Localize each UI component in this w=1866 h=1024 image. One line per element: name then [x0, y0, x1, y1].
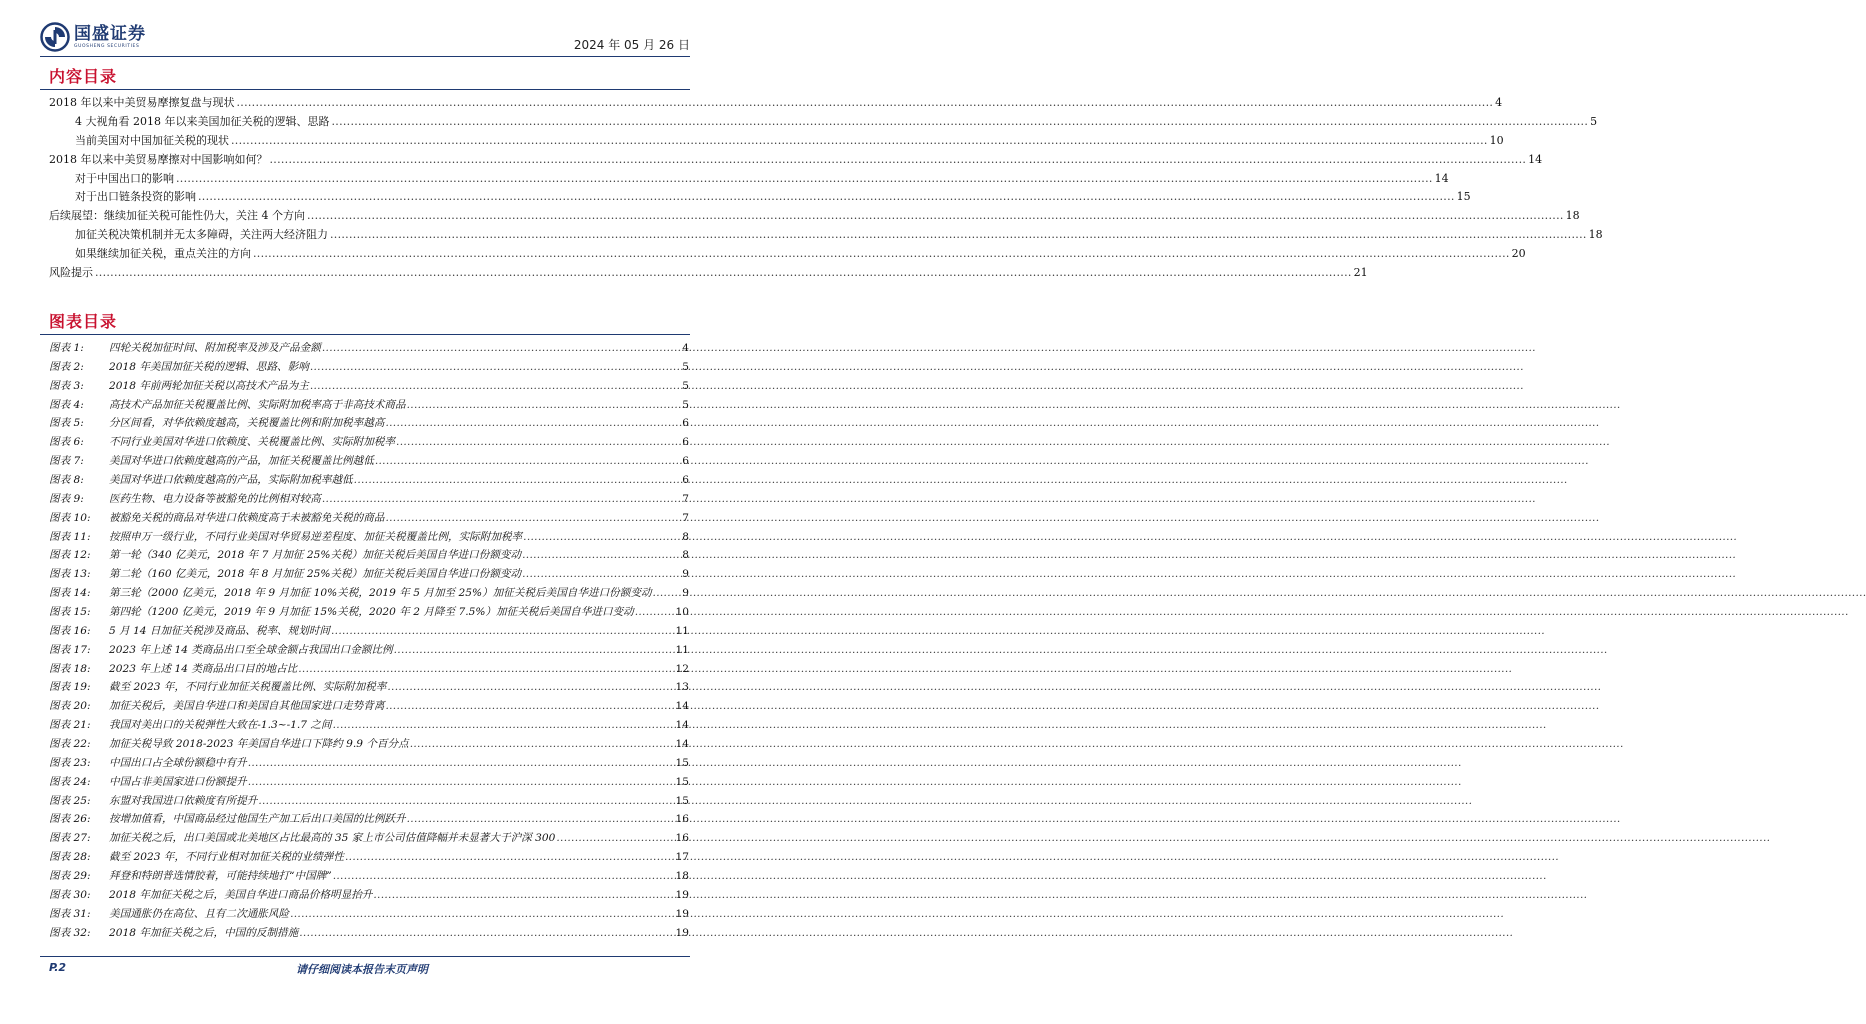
figure-entry[interactable]: 图表 7: 美国对华进口依赖度越高的产品，加征关税覆盖比例越低 ..... 6: [49, 452, 689, 471]
toc-entry[interactable]: 加征关税决策机制并无太多障碍，关注两大经济阻力 ..... 18: [49, 226, 689, 245]
figure-entry[interactable]: 图表 29: 拜登和特朗普选情胶着，可能持续地打“中国牌” ..... 18: [49, 867, 689, 886]
figure-entry[interactable]: 图表 16: 5 月 14 日加征关税涉及商品、税率、规划时间 ..... 11: [49, 622, 689, 641]
figure-entry[interactable]: 图表 13: 第二轮（160 亿美元，2018 年 8 月加征 25%关税）加征关税后美国自华进口份额变动 ..... 9: [49, 565, 689, 584]
toc-entry[interactable]: 2018 年以来中美贸易摩擦复盘与现状 ..... 4: [49, 94, 689, 113]
figure-entry[interactable]: 图表 9: 医药生物、电力设备等被豁免的比例相对较高 ..... 7: [49, 490, 689, 509]
figure-entry[interactable]: 图表 8: 美国对华进口依赖度越高的产品，实际附加税率越低 ..... 6: [49, 471, 689, 490]
figure-entry[interactable]: 图表 31: 美国通胀仍在高位、且有二次通胀风险 ..... 19: [49, 905, 689, 924]
figure-entry[interactable]: 图表 4: 高技术产品加征关税覆盖比例、实际附加税率高于非高技术商品 ..... 5: [49, 396, 689, 415]
contents-title: 内容目录: [49, 67, 118, 86]
figure-entry[interactable]: 图表 3: 2018 年前两轮加征关税以高技术产品为主 ..... 5: [49, 377, 689, 396]
figures-title: 图表目录: [49, 312, 118, 331]
figure-entry[interactable]: 图表 10: 被豁免关税的商品对华进口依赖度高于未被豁免关税的商品 ..... 7: [49, 509, 689, 528]
toc-entry[interactable]: 4 大视角看 2018 年以来美国加征关税的逻辑、思路 ..... 5: [49, 113, 689, 132]
figure-entry[interactable]: 图表 15: 第四轮（1200 亿美元，2019 年 9 月加征 15%关税，2020 年 2 月降至 7.5%）加征关税后美国自华进口变动 ..... 10: [49, 603, 689, 622]
contents-divider: [40, 89, 690, 90]
toc-entry[interactable]: 风险提示 ..... 21: [49, 264, 689, 283]
figure-entry[interactable]: 图表 17: 2023 年上述 14 类商品出口至全球金额占我国出口金额比例 ..... 11: [49, 641, 689, 660]
logo-name: 国盛证券: [74, 23, 146, 44]
header-divider: [40, 56, 690, 57]
figure-entry[interactable]: 图表 20: 加征关税后，美国自华进口和美国自其他国家进口走势背离 ..... 14: [49, 697, 689, 716]
figure-entry[interactable]: 图表 5: 分区间看，对华依赖度越高，关税覆盖比例和附加税率越高 ..... 6: [49, 414, 689, 433]
toc-entry[interactable]: 对于中国出口的影响 ..... 14: [49, 170, 689, 189]
toc-entry[interactable]: 2018 年以来中美贸易摩擦对中国影响如何？ ..... 14: [49, 151, 689, 170]
figure-entry[interactable]: 图表 11: 按照申万一级行业，不同行业美国对华贸易逆差程度、加征关税覆盖比例，实际附加税率 ..... 8: [49, 528, 689, 547]
figure-entry[interactable]: 图表 27: 加征关税之后，出口美国或北美地区占比最高的 35 家上市公司估值降幅并未显著大于沪深 300 ..... 16: [49, 829, 689, 848]
logo-english-name: GUOSHENG SECURITIES: [74, 43, 140, 49]
figures-divider: [40, 334, 690, 335]
figure-entry[interactable]: 图表 6: 不同行业美国对华进口依赖度、关税覆盖比例、实际附加税率 ..... 6: [49, 433, 689, 452]
figures-list: [49, 339, 689, 943]
figure-entry[interactable]: 图表 28: 截至 2023 年，不同行业相对加征关税的业绩弹性 ..... 17: [49, 848, 689, 867]
footer-divider: [40, 956, 690, 957]
figure-entry[interactable]: 图表 26: 按增加值看，中国商品经过他国生产加工后出口美国的比例跃升 ..... 16: [49, 810, 689, 829]
toc-entry[interactable]: 对于出口链条投资的影响 ..... 15: [49, 188, 689, 207]
guosheng-logo-icon: [40, 22, 70, 52]
figure-entry[interactable]: 图表 1: 四轮关税加征时间、附加税率及涉及产品金额 ..... 4: [49, 339, 689, 358]
figure-entry[interactable]: 图表 12: 第一轮（340 亿美元，2018 年 7 月加征 25%关税）加征关税后美国自华进口份额变动 ..... 8: [49, 546, 689, 565]
page-number: P.2: [49, 961, 67, 974]
figure-entry[interactable]: 图表 2: 2018 年美国加征关税的逻辑、思路、影响 ..... 5: [49, 358, 689, 377]
figure-entry[interactable]: 图表 32: 2018 年加征关税之后，中国的反制措施 ..... 19: [49, 924, 689, 943]
toc-entry[interactable]: 当前美国对中国加征关税的现状 ..... 10: [49, 132, 689, 151]
figure-entry[interactable]: 图表 18: 2023 年上述 14 类商品出口目的地占比 ..... 12: [49, 660, 689, 679]
report-date: 2024 年 05 月 26 日: [573, 38, 690, 52]
figure-entry[interactable]: 图表 14: 第三轮（2000 亿美元，2018 年 9 月加征 10%关税，2019 年 5 月加至 25%）加征关税后美国自华进口份额变动 ..... 9: [49, 584, 689, 603]
company-logo: [40, 22, 146, 52]
toc-entry[interactable]: 后续展望：继续加征关税可能性仍大，关注 4 个方向 ..... 18: [49, 207, 689, 226]
figure-entry[interactable]: 图表 19: 截至 2023 年，不同行业加征关税覆盖比例、实际附加税率 ..... 13: [49, 678, 689, 697]
contents-list: [49, 94, 1603, 283]
page-header: [40, 22, 690, 56]
figure-entry[interactable]: 图表 30: 2018 年加征关税之后，美国自华进口商品价格明显抬升 ..... 19: [49, 886, 689, 905]
figure-entry[interactable]: 图表 21: 我国对美出口的关税弹性大致在-1.3~-1.7 之间 ..... 14: [49, 716, 689, 735]
toc-entry[interactable]: 如果继续加征关税，重点关注的方向 ..... 20: [49, 245, 689, 264]
figure-entry[interactable]: 图表 24: 中国占非美国家进口份额提升 ..... 15: [49, 773, 689, 792]
figure-entry[interactable]: 图表 25: 东盟对我国进口依赖度有所提升 ..... 15: [49, 792, 689, 811]
figure-entry[interactable]: 图表 23: 中国出口占全球份额稳中有升 ..... 15: [49, 754, 689, 773]
disclaimer-note: 请仔细阅读本报告末页声明: [296, 963, 428, 976]
figure-entry[interactable]: 图表 22: 加征关税导致 2018-2023 年美国自华进口下降约 9.9 个百分点 ..... 14: [49, 735, 689, 754]
